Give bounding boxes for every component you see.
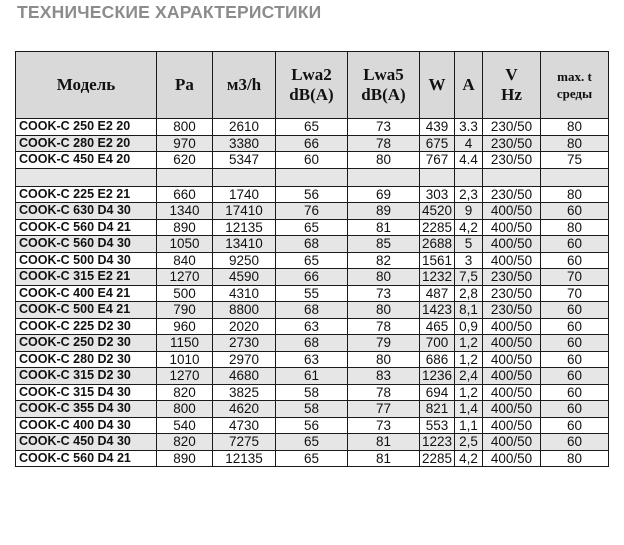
cell-model: COOK-C 250 D2 30 — [16, 335, 157, 352]
cell-voltage: 230/50 — [483, 135, 541, 152]
cell-max-temperature: 75 — [541, 152, 609, 169]
cell-power: 686 — [420, 351, 455, 368]
cell-lwa5: 89 — [348, 203, 420, 220]
cell-lwa2: 65 — [276, 450, 348, 467]
cell-pressure: 1150 — [157, 335, 213, 352]
cell-pressure: 1010 — [157, 351, 213, 368]
cell-lwa5: 81 — [348, 434, 420, 451]
cell-model: COOK-C 560 D4 30 — [16, 236, 157, 253]
cell-max-temperature: 60 — [541, 236, 609, 253]
cell-model: COOK-C 560 D4 21 — [16, 450, 157, 467]
cell-pressure: 1270 — [157, 269, 213, 286]
cell-lwa2: 56 — [276, 186, 348, 203]
cell-voltage: 400/50 — [483, 252, 541, 269]
cell-airflow: 7275 — [213, 434, 276, 451]
cell-max-temperature — [541, 168, 609, 186]
cell-lwa5: 78 — [348, 135, 420, 152]
cell-pressure: 500 — [157, 285, 213, 302]
cell-airflow: 2020 — [213, 318, 276, 335]
cell-lwa2: 63 — [276, 318, 348, 335]
cell-airflow: 5347 — [213, 152, 276, 169]
cell-power — [420, 168, 455, 186]
cell-lwa2: 58 — [276, 384, 348, 401]
cell-power: 1232 — [420, 269, 455, 286]
cell-pressure: 1270 — [157, 368, 213, 385]
cell-model: COOK-C 400 E4 21 — [16, 285, 157, 302]
cell-voltage: 230/50 — [483, 186, 541, 203]
cell-power: 1561 — [420, 252, 455, 269]
cell-lwa5: 85 — [348, 236, 420, 253]
table-row — [16, 119, 609, 136]
cell-airflow: 12135 — [213, 219, 276, 236]
cell-model: COOK-C 280 E2 20 — [16, 135, 157, 152]
cell-model: COOK-C 315 D2 30 — [16, 368, 157, 385]
table-row — [16, 203, 609, 220]
cell-airflow: 8800 — [213, 302, 276, 319]
cell-airflow: 12135 — [213, 450, 276, 467]
header-lwa5: Lwa5 dB(A) — [348, 52, 420, 119]
cell-max-temperature: 80 — [541, 135, 609, 152]
cell-lwa2: 65 — [276, 119, 348, 136]
table-row — [16, 434, 609, 451]
cell-max-temperature: 60 — [541, 384, 609, 401]
cell-lwa5: 69 — [348, 186, 420, 203]
cell-lwa5: 78 — [348, 318, 420, 335]
cell-voltage: 400/50 — [483, 236, 541, 253]
cell-power: 767 — [420, 152, 455, 169]
cell-pressure — [157, 168, 213, 186]
cell-airflow: 1740 — [213, 186, 276, 203]
header-airflow: м3/h — [213, 52, 276, 119]
cell-airflow: 9250 — [213, 252, 276, 269]
cell-max-temperature: 80 — [541, 119, 609, 136]
cell-voltage: 400/50 — [483, 450, 541, 467]
cell-lwa2: 68 — [276, 302, 348, 319]
cell-power: 487 — [420, 285, 455, 302]
cell-lwa5: 73 — [348, 417, 420, 434]
cell-max-temperature: 60 — [541, 318, 609, 335]
cell-model: COOK-C 500 E4 21 — [16, 302, 157, 319]
cell-current: 9 — [455, 203, 483, 220]
cell-voltage: 400/50 — [483, 384, 541, 401]
table-row — [16, 236, 609, 253]
cell-airflow: 4310 — [213, 285, 276, 302]
cell-power: 465 — [420, 318, 455, 335]
cell-current: 4,2 — [455, 219, 483, 236]
cell-power: 700 — [420, 335, 455, 352]
cell-lwa5: 80 — [348, 269, 420, 286]
table-row — [16, 318, 609, 335]
cell-max-temperature: 60 — [541, 368, 609, 385]
cell-pressure: 660 — [157, 186, 213, 203]
cell-lwa5: 81 — [348, 219, 420, 236]
cell-pressure: 800 — [157, 119, 213, 136]
cell-model: COOK-C 355 D4 30 — [16, 401, 157, 418]
cell-voltage: 230/50 — [483, 152, 541, 169]
cell-max-temperature: 70 — [541, 285, 609, 302]
cell-power: 1223 — [420, 434, 455, 451]
header-lwa2: Lwa2 dB(A) — [276, 52, 348, 119]
cell-voltage: 400/50 — [483, 351, 541, 368]
cell-airflow: 13410 — [213, 236, 276, 253]
cell-model: COOK-C 225 D2 30 — [16, 318, 157, 335]
cell-current: 4.4 — [455, 152, 483, 169]
table-row — [16, 335, 609, 352]
cell-lwa5: 83 — [348, 368, 420, 385]
cell-lwa5: 80 — [348, 351, 420, 368]
cell-power: 675 — [420, 135, 455, 152]
cell-lwa2: 55 — [276, 285, 348, 302]
table-row — [16, 186, 609, 203]
cell-max-temperature: 60 — [541, 252, 609, 269]
cell-power: 303 — [420, 186, 455, 203]
cell-pressure: 800 — [157, 401, 213, 418]
cell-lwa2: 76 — [276, 203, 348, 220]
cell-max-temperature: 70 — [541, 269, 609, 286]
cell-current: 2,4 — [455, 368, 483, 385]
cell-power: 439 — [420, 119, 455, 136]
cell-lwa2 — [276, 168, 348, 186]
table-row — [16, 269, 609, 286]
cell-max-temperature: 60 — [541, 335, 609, 352]
cell-lwa5: 80 — [348, 302, 420, 319]
cell-pressure: 1340 — [157, 203, 213, 220]
cell-lwa2: 65 — [276, 252, 348, 269]
cell-power: 2285 — [420, 450, 455, 467]
cell-voltage: 230/50 — [483, 302, 541, 319]
table-row — [16, 450, 609, 467]
cell-pressure: 840 — [157, 252, 213, 269]
cell-power: 1423 — [420, 302, 455, 319]
cell-model: COOK-C 450 D4 30 — [16, 434, 157, 451]
cell-airflow: 4620 — [213, 401, 276, 418]
cell-model: COOK-C 500 D4 30 — [16, 252, 157, 269]
cell-current — [455, 168, 483, 186]
cell-voltage: 400/50 — [483, 417, 541, 434]
cell-pressure: 890 — [157, 219, 213, 236]
header-row — [16, 52, 609, 119]
cell-pressure: 540 — [157, 417, 213, 434]
cell-voltage: 400/50 — [483, 219, 541, 236]
cell-max-temperature: 60 — [541, 417, 609, 434]
cell-current: 1,4 — [455, 401, 483, 418]
cell-voltage: 400/50 — [483, 434, 541, 451]
cell-airflow: 2610 — [213, 119, 276, 136]
cell-lwa2: 66 — [276, 269, 348, 286]
cell-voltage: 400/50 — [483, 335, 541, 352]
cell-current: 4,2 — [455, 450, 483, 467]
cell-model: COOK-C 280 D2 30 — [16, 351, 157, 368]
cell-pressure: 820 — [157, 384, 213, 401]
cell-current: 1,2 — [455, 351, 483, 368]
cell-model — [16, 168, 157, 186]
table-row — [16, 401, 609, 418]
table-row — [16, 351, 609, 368]
table-row — [16, 152, 609, 169]
cell-lwa5: 77 — [348, 401, 420, 418]
cell-current: 1,2 — [455, 384, 483, 401]
cell-airflow: 3825 — [213, 384, 276, 401]
cell-current: 3 — [455, 252, 483, 269]
cell-voltage: 400/50 — [483, 401, 541, 418]
cell-lwa2: 60 — [276, 152, 348, 169]
specifications-table — [15, 51, 609, 467]
cell-airflow: 3380 — [213, 135, 276, 152]
table-row — [16, 384, 609, 401]
cell-max-temperature: 60 — [541, 203, 609, 220]
cell-pressure: 960 — [157, 318, 213, 335]
cell-pressure: 820 — [157, 434, 213, 451]
cell-lwa5 — [348, 168, 420, 186]
cell-voltage: 230/50 — [483, 285, 541, 302]
cell-pressure: 970 — [157, 135, 213, 152]
header-power: W — [420, 52, 455, 119]
cell-airflow: 2970 — [213, 351, 276, 368]
cell-power: 2285 — [420, 219, 455, 236]
cell-model: COOK-C 315 D4 30 — [16, 384, 157, 401]
cell-max-temperature: 60 — [541, 351, 609, 368]
header-pressure: Pa — [157, 52, 213, 119]
cell-voltage — [483, 168, 541, 186]
cell-current: 7,5 — [455, 269, 483, 286]
cell-lwa2: 58 — [276, 401, 348, 418]
cell-voltage: 230/50 — [483, 119, 541, 136]
cell-voltage: 400/50 — [483, 318, 541, 335]
cell-lwa2: 61 — [276, 368, 348, 385]
cell-current: 1,2 — [455, 335, 483, 352]
cell-power: 1236 — [420, 368, 455, 385]
cell-airflow: 4730 — [213, 417, 276, 434]
cell-model: COOK-C 450 E4 20 — [16, 152, 157, 169]
cell-lwa5: 81 — [348, 450, 420, 467]
cell-max-temperature: 80 — [541, 450, 609, 467]
cell-airflow: 17410 — [213, 203, 276, 220]
cell-lwa5: 80 — [348, 152, 420, 169]
table-row — [16, 368, 609, 385]
cell-lwa2: 65 — [276, 434, 348, 451]
cell-voltage: 400/50 — [483, 203, 541, 220]
cell-current: 8,1 — [455, 302, 483, 319]
cell-power: 553 — [420, 417, 455, 434]
cell-lwa2: 63 — [276, 351, 348, 368]
cell-model: COOK-C 400 D4 30 — [16, 417, 157, 434]
cell-airflow: 2730 — [213, 335, 276, 352]
cell-power: 821 — [420, 401, 455, 418]
cell-lwa2: 68 — [276, 335, 348, 352]
cell-lwa2: 66 — [276, 135, 348, 152]
table-body — [16, 119, 609, 467]
cell-lwa5: 73 — [348, 285, 420, 302]
table-row — [16, 285, 609, 302]
table-row — [16, 168, 609, 186]
cell-model: COOK-C 630 D4 30 — [16, 203, 157, 220]
cell-lwa2: 56 — [276, 417, 348, 434]
cell-max-temperature: 80 — [541, 219, 609, 236]
table-row — [16, 135, 609, 152]
cell-lwa5: 79 — [348, 335, 420, 352]
cell-max-temperature: 60 — [541, 302, 609, 319]
cell-power: 4520 — [420, 203, 455, 220]
cell-airflow: 4590 — [213, 269, 276, 286]
cell-model: COOK-C 225 E2 21 — [16, 186, 157, 203]
cell-current: 0,9 — [455, 318, 483, 335]
cell-model: COOK-C 560 D4 21 — [16, 219, 157, 236]
cell-current: 2,5 — [455, 434, 483, 451]
header-max-temperature: max. t среды — [541, 52, 609, 119]
cell-current: 1,1 — [455, 417, 483, 434]
cell-lwa5: 73 — [348, 119, 420, 136]
header-model: Модель — [16, 52, 157, 119]
page-title: ТЕХНИЧЕСКИЕ ХАРАКТЕРИСТИКИ — [17, 2, 322, 22]
header-voltage: V Hz — [483, 52, 541, 119]
cell-model: COOK-C 315 E2 21 — [16, 269, 157, 286]
cell-voltage: 230/50 — [483, 269, 541, 286]
cell-lwa5: 82 — [348, 252, 420, 269]
cell-power: 694 — [420, 384, 455, 401]
cell-power: 2688 — [420, 236, 455, 253]
cell-pressure: 890 — [157, 450, 213, 467]
cell-current: 4 — [455, 135, 483, 152]
cell-max-temperature: 60 — [541, 434, 609, 451]
cell-airflow: 4680 — [213, 368, 276, 385]
table-row — [16, 417, 609, 434]
cell-pressure: 1050 — [157, 236, 213, 253]
cell-lwa2: 65 — [276, 219, 348, 236]
cell-current: 5 — [455, 236, 483, 253]
cell-pressure: 620 — [157, 152, 213, 169]
header-current: A — [455, 52, 483, 119]
cell-model: COOK-C 250 E2 20 — [16, 119, 157, 136]
cell-voltage: 400/50 — [483, 368, 541, 385]
table-row — [16, 252, 609, 269]
table-row — [16, 302, 609, 319]
cell-pressure: 790 — [157, 302, 213, 319]
table-row — [16, 219, 609, 236]
cell-lwa2: 68 — [276, 236, 348, 253]
cell-max-temperature: 80 — [541, 186, 609, 203]
cell-max-temperature: 60 — [541, 401, 609, 418]
cell-current: 2,3 — [455, 186, 483, 203]
cell-current: 3.3 — [455, 119, 483, 136]
cell-airflow — [213, 168, 276, 186]
cell-lwa5: 78 — [348, 384, 420, 401]
cell-current: 2,8 — [455, 285, 483, 302]
